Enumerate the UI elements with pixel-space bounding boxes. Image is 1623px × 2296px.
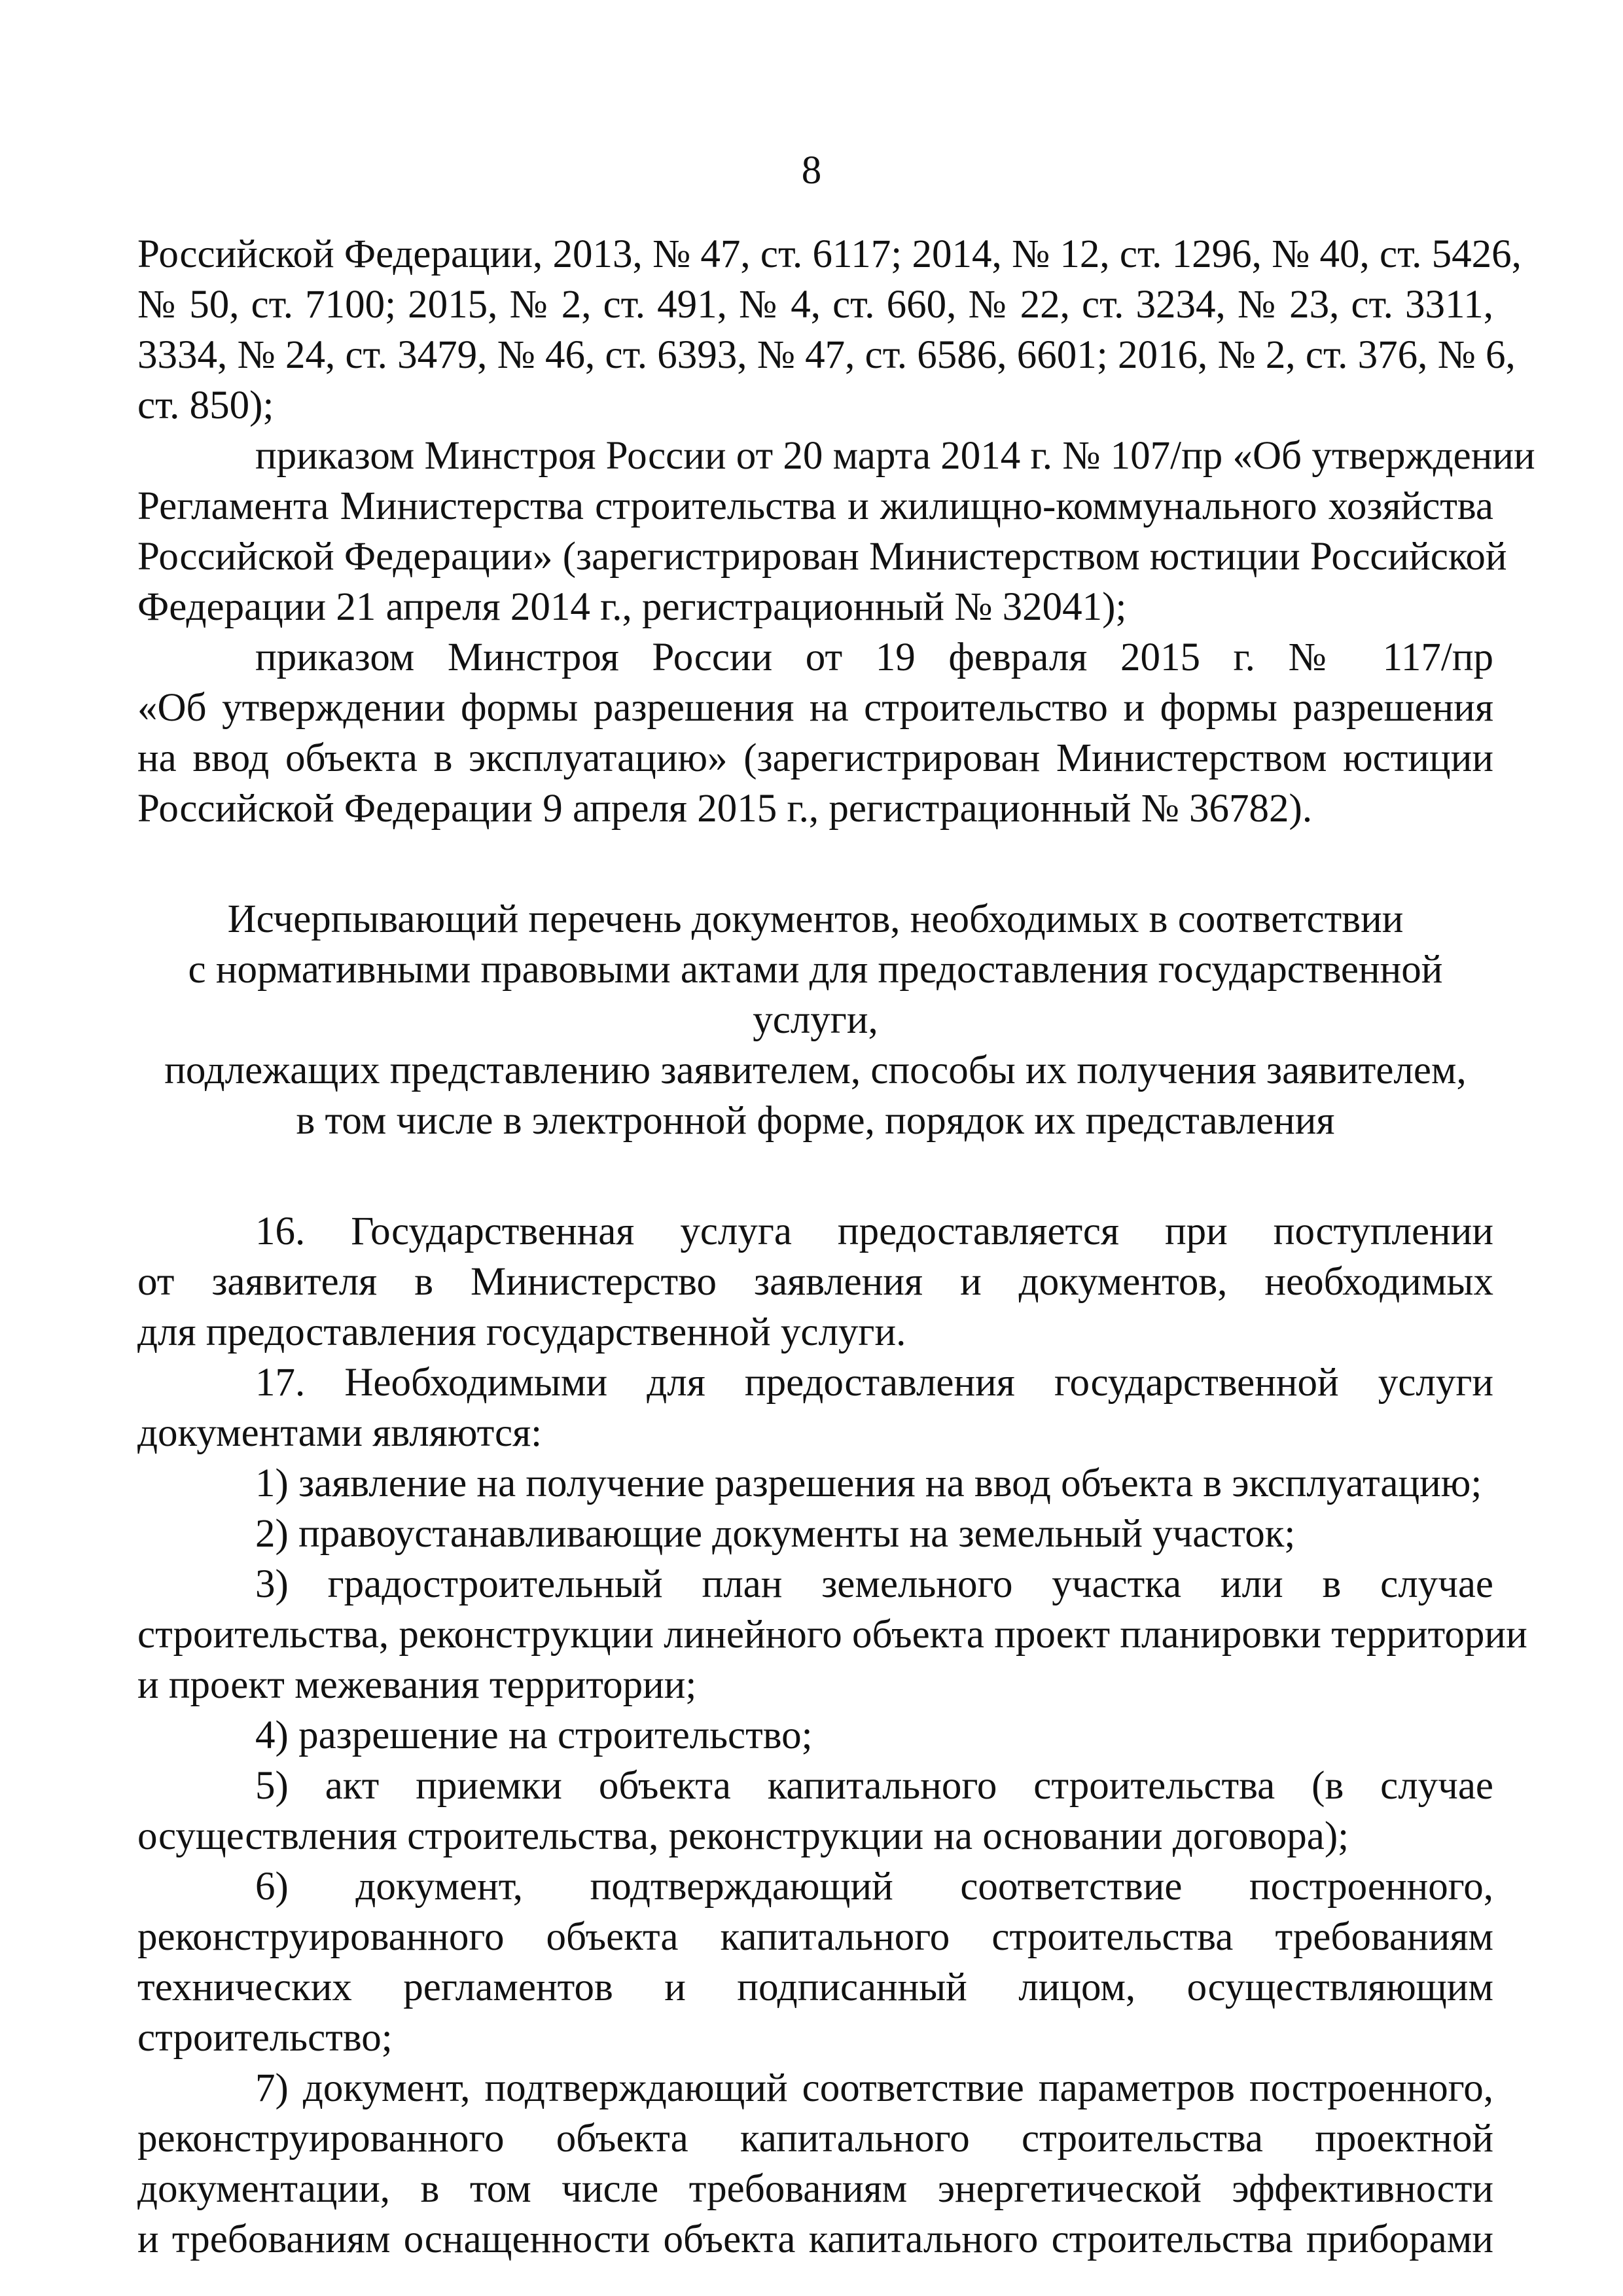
text-line: реконструированного объекта капитального строительства требованиям xyxy=(137,1915,1493,1959)
list-item-2: 2) правоустанавливающие документы на земельный участок; xyxy=(255,1512,1296,1556)
page-number: 8 xyxy=(801,149,822,192)
list-item-1: 1) заявление на получение разрешения на ввод объекта в эксплуатацию; xyxy=(255,1462,1482,1505)
text-line: Российской Федерации» (зарегистрирован Министерством юстиции Российской xyxy=(137,535,1507,579)
text-line: Регламента Министерства строительства и жилищно-коммунального хозяйства xyxy=(137,484,1493,528)
order-117-paragraph xyxy=(137,632,1493,834)
heading-line: подлежащих представлению заявителем, способы их получения заявителем, xyxy=(164,1049,1467,1092)
text-line: на ввод объекта в эксплуатацию» (зарегистрирован Министерством юстиции xyxy=(137,736,1493,780)
text-line: документами являются: xyxy=(137,1411,543,1455)
text-line: Российской Федерации, 2013, № 47, ст. 6117; 2014, № 12, ст. 1296, № 40, ст. 5426, xyxy=(137,232,1522,276)
legislation-continuation-paragraph xyxy=(137,229,1522,431)
section-heading xyxy=(137,894,1493,1146)
text-line: и проект межевания территории; xyxy=(137,1663,697,1707)
text-line: Федерации 21 апреля 2014 г., регистрационный № 32041); xyxy=(137,585,1127,629)
text-line: технических регламентов и подписанный лицом, осуществляющим xyxy=(137,1965,1493,2009)
text-line: 6) документ, подтверждающий соответствие построенного, xyxy=(255,1865,1493,1909)
text-line: от заявителя в Министерство заявления и документов, необходимых xyxy=(137,1260,1493,1304)
text-line: документации, в том числе требованиям энергетической эффективности xyxy=(137,2167,1493,2211)
text-line: 5) акт приемки объекта капитального строительства (в случае xyxy=(255,1764,1493,1808)
clause-17 xyxy=(137,1357,1493,1458)
list-item-3 xyxy=(137,1559,1527,1710)
list-item-6 xyxy=(137,1861,1493,2063)
text-line: приказом Минстроя России от 19 февраля 2015 г. № 117/пр xyxy=(255,636,1493,679)
text-line: для предоставления государственной услуги. xyxy=(137,1310,906,1354)
document-body xyxy=(137,229,1535,2265)
text-line: реконструированного объекта капитального строительства проектной xyxy=(137,2117,1493,2161)
text-line: № 50, ст. 7100; 2015, № 2, ст. 491, № 4, ст. 660, № 22, ст. 3234, № 23, ст. 3311, xyxy=(137,283,1493,327)
text-line: осуществления строительства, реконструкции на основании договора); xyxy=(137,1814,1349,1858)
text-line: строительство; xyxy=(137,2016,393,2060)
list-item-5 xyxy=(137,1761,1493,1861)
text-line: 3) градостроительный план земельного участка или в случае xyxy=(255,1562,1493,1606)
text-line: 7) документ, подтверждающий соответствие параметров построенного, xyxy=(255,2066,1493,2110)
heading-line: с нормативными правовыми актами для предоставления государственной услуги, xyxy=(188,948,1443,1042)
text-line: «Об утверждении формы разрешения на строительство и формы разрешения xyxy=(137,686,1493,730)
text-line: ст. 850); xyxy=(137,384,274,427)
list-item-4: 4) разрешение на строительство; xyxy=(255,1713,813,1757)
text-line: строительства, реконструкции линейного объекта проект планировки территории xyxy=(137,1613,1527,1657)
clause-16 xyxy=(137,1206,1493,1357)
heading-line: Исчерпывающий перечень документов, необходимых в соответствии xyxy=(227,897,1404,941)
heading-line: в том числе в электронной форме, порядок их представления xyxy=(296,1099,1335,1143)
order-107-paragraph xyxy=(137,431,1535,632)
text-line: 17. Необходимыми для предоставления государственной услуги xyxy=(255,1361,1493,1405)
text-line: 16. Государственная услуга предоставляется при поступлении xyxy=(255,1210,1493,1253)
text-line: Российской Федерации 9 апреля 2015 г., регистрационный № 36782). xyxy=(137,787,1313,831)
text-line: и требованиям оснащенности объекта капитального строительства приборами xyxy=(137,2217,1493,2261)
text-line: приказом Минстроя России от 20 марта 2014 г. № 107/пр «Об утверждении xyxy=(255,434,1535,478)
list-item-7 xyxy=(137,2063,1493,2265)
text-line: 3334, № 24, ст. 3479, № 46, ст. 6393, № 47, ст. 6586, 6601; 2016, № 2, ст. 376, № 6, xyxy=(137,333,1516,377)
